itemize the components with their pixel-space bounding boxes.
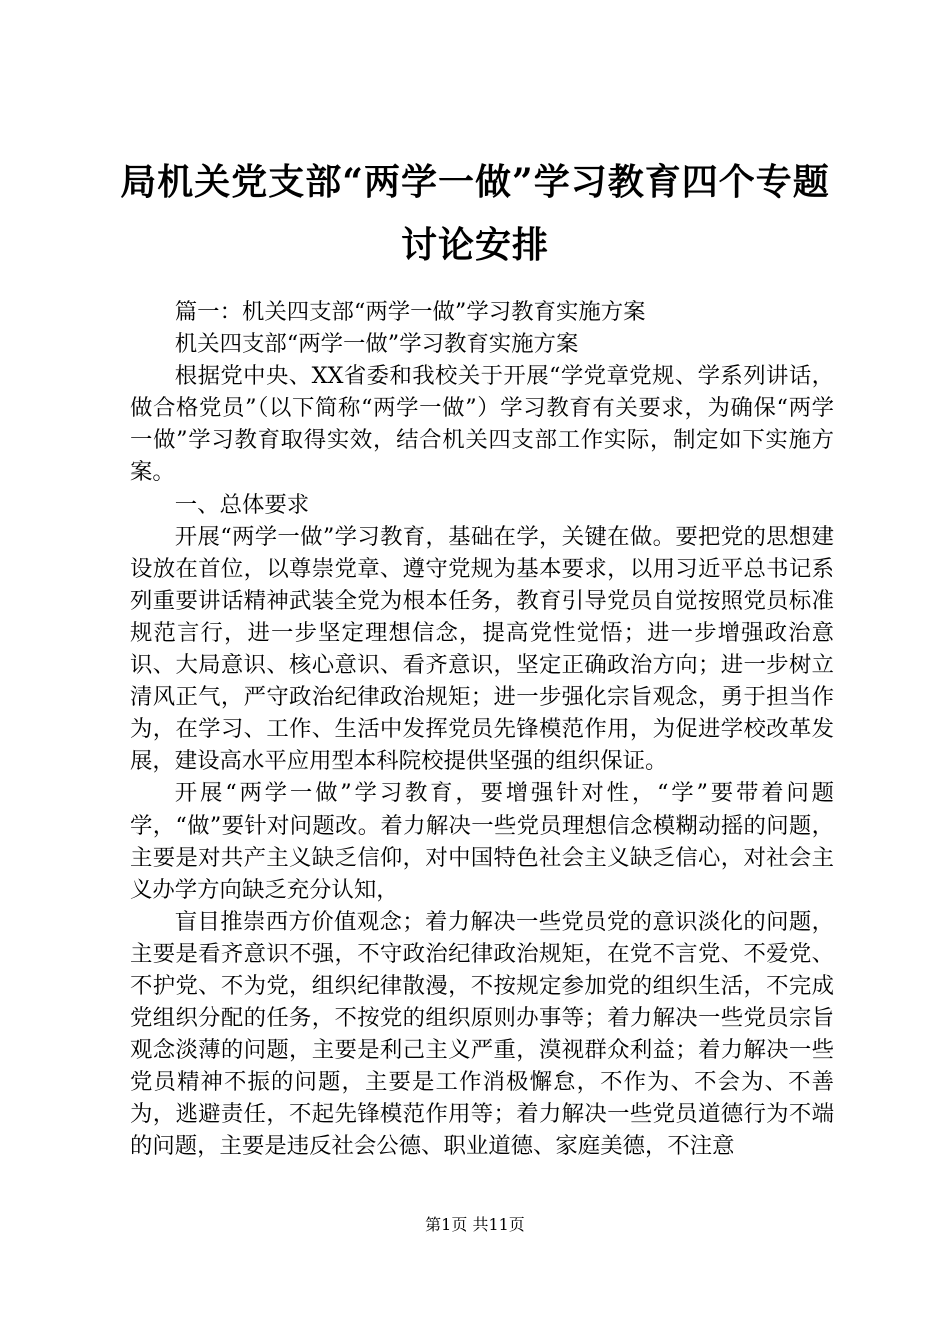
document-body <box>130 296 834 1163</box>
paragraph-plan-title: 机关四支部“两学一做”学习教育实施方案 <box>174 331 579 358</box>
paragraph-chapter-heading: 篇一：机关四支部“两学一做”学习教育实施方案 <box>174 299 646 325</box>
paragraph-intro: 根据党中央、XX省委和我校关于开展“学党章党规、学系列讲话，做合格党员”（以下简称“两学一做”）学习教育有关要求，为确保“两学一做”学习教育取得实效，结合机关四支部工作实际，制定如下实施方案。 <box>130 363 834 486</box>
paragraph-problems: 盲目推崇西方价值观念；着力解决一些党员党的意识淡化的问题，主要是看齐意识不强，不守政治纪律政治规矩，在党不言党、不爱党、不护党、不为党，组织纪律散漫，不按规定参加党的组织生活，不完成党组织分配的任务，不按党的组织原则办事等；着力解决一些党员宗旨观念淡薄的问题，主要是利己主义严重，漠视群众利益；着力解决一些党员精神不振的问题，主要是工作消极懈怠，不作为、不会为、不善为，逃避责任，不起先锋模范作用等；着力解决一些党员道德行为不端的问题，主要是违反社会公德、职业道德、家庭美德，不注意 <box>130 908 834 1160</box>
document-title-line-1: 局机关党支部“两学一做”学习教育四个专题 <box>120 161 830 203</box>
page-number-footer: 第1页 共11页 <box>425 1215 525 1234</box>
paragraph-targeted-learning: 开展“两学一做”学习教育，要增强针对性，“学”要带着问题学，“做”要针对问题改。着力解决一些党员理想信念模糊动摇的问题，主要是对共产主义缺乏信仰，对中国特色社会主义缺乏信心，对社会主义办学方向缺乏充分认知， <box>130 780 834 903</box>
paragraph-general-requirements: 开展“两学一做”学习教育，基础在学，关键在做。要把党的思想建设放在首位，以尊崇党章、遵守党规为基本要求，以用习近平总书记系列重要讲话精神武装全党为根本任务，教育引导党员自觉按照党员标准规范言行，进一步坚定理想信念，提高党性觉悟；进一步增强政治意识、大局意识、核心意识、看齐意识，坚定正确政治方向；进一步树立清风正气，严守政治纪律政治规矩；进一步强化宗旨观念，勇于担当作为，在学习、工作、生活中发挥党员先锋模范作用，为促进学校改革发展，建设高水平应用型本科院校提供坚强的组织保证。 <box>130 523 834 775</box>
document-title-line-2: 讨论安排 <box>400 224 549 266</box>
section-heading-general-requirements: 一、总体要求 <box>174 491 310 518</box>
